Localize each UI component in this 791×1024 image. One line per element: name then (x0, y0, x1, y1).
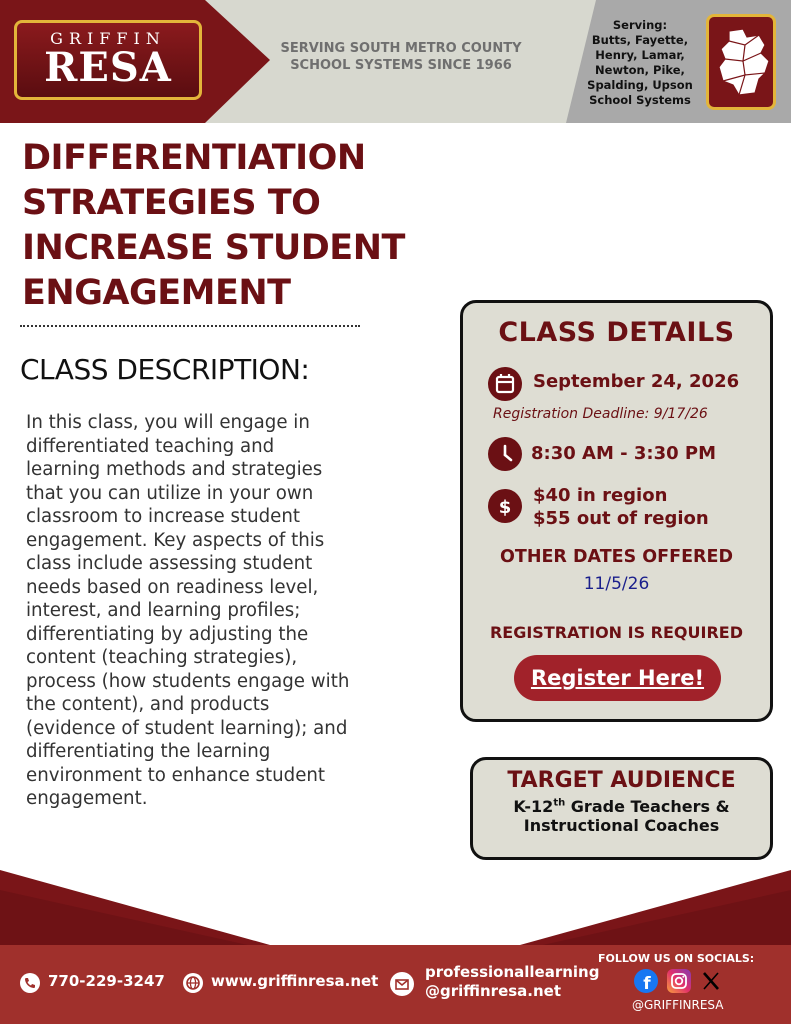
audience-grade: K-12 (513, 797, 554, 816)
class-time: 8:30 AM - 3:30 PM (531, 443, 717, 464)
email-line-1: professionallearning (425, 963, 600, 981)
target-audience-heading: TARGET AUDIENCE (507, 768, 736, 793)
phone-icon (20, 973, 40, 993)
page-title (22, 136, 472, 316)
email-icon (390, 972, 414, 996)
email-address[interactable] (425, 963, 599, 1001)
social-heading: FOLLOW US ON SOCIALS: (598, 952, 755, 965)
logo-top-text: GRIFFIN (50, 29, 166, 48)
county-map-icon (706, 14, 776, 110)
serving-counties (580, 18, 700, 108)
tagline-line-2: SCHOOL SYSTEMS SINCE 1966 (290, 58, 512, 73)
footer-wave (0, 870, 791, 950)
description-line: class include assessing student (26, 553, 313, 574)
class-details-panel (460, 300, 773, 722)
griffin-resa-logo[interactable] (14, 20, 202, 100)
globe-icon (183, 973, 203, 993)
description-line: needs based on readiness level, (26, 576, 319, 598)
description-line: differentiating by adjusting the (26, 623, 309, 645)
audience-line-2: Instructional Coaches (523, 816, 720, 835)
registration-deadline: Registration Deadline: 9/17/26 (493, 406, 708, 422)
serving-line: Serving: (612, 18, 668, 32)
title-line: ENGAGEMENT (22, 273, 291, 313)
svg-text:$: $ (498, 497, 512, 518)
description-line: (evidence of student learning); and (26, 717, 348, 739)
facebook-icon[interactable] (634, 969, 658, 993)
clock-icon (488, 437, 522, 471)
registration-required-notice: REGISTRATION IS REQUIRED (489, 623, 744, 642)
social-handle[interactable]: @GRIFFINRESA (632, 998, 724, 1012)
title-line: STRATEGIES TO (22, 183, 321, 223)
audience-line-1 (473, 797, 770, 816)
description-line: classroom to increase student (26, 506, 300, 527)
register-button[interactable]: Register Here! (514, 655, 721, 701)
county-map-shape (715, 27, 773, 99)
description-line: content (teaching strategies), (26, 647, 298, 668)
svg-text:f: f (643, 974, 651, 993)
target-audience-panel (470, 757, 773, 860)
email-line-2: @griffinresa.net (425, 982, 562, 1000)
footer (0, 945, 791, 1024)
description-line: differentiating the learning (26, 741, 271, 762)
description-line: that you can utilize in your own (26, 482, 314, 504)
audience-role: Grade Teachers & (565, 797, 730, 816)
dollar-icon (488, 489, 522, 523)
logo-main-text: RESA (44, 44, 172, 91)
website-link[interactable]: www.griffinresa.net (211, 972, 379, 990)
class-details-heading: CLASS DETAILS (498, 317, 735, 348)
serving-line: Newton, Pike, (595, 63, 685, 77)
description-heading: CLASS DESCRIPTION: (20, 353, 310, 386)
price-out-of-region: $55 out of region (533, 508, 709, 529)
calendar-icon (488, 367, 522, 401)
serving-line: Butts, Fayette, (591, 33, 689, 47)
description-line: engagement. Key aspects of this (26, 529, 325, 551)
description-line: differentiated teaching and (26, 435, 275, 457)
title-line: DIFFERENTIATION (22, 138, 366, 178)
phone-number[interactable]: 770-229-3247 (48, 972, 165, 990)
description-line: interest, and learning profiles; (26, 600, 301, 621)
header (0, 0, 791, 123)
title-line: INCREASE STUDENT (22, 228, 405, 268)
serving-line: Henry, Lamar, (595, 48, 685, 62)
audience-grade-suffix: th (553, 797, 566, 809)
description-line: process (how students engage with (26, 670, 350, 692)
instagram-icon[interactable] (667, 969, 691, 993)
title-divider (20, 325, 360, 327)
description-line: environment to enhance student (26, 764, 326, 786)
other-date[interactable]: 11/5/26 (583, 574, 650, 594)
description-line: In this class, you will engage in (26, 412, 310, 433)
description-line: the content), and products (26, 694, 270, 715)
description-line: learning methods and strategies (26, 459, 323, 480)
tagline-line-1: SERVING SOUTH METRO COUNTY (280, 41, 522, 56)
serving-line: Spalding, Upson (587, 78, 693, 92)
tagline (272, 40, 530, 74)
description-line: engagement. (26, 788, 148, 809)
other-dates-heading: OTHER DATES OFFERED (500, 547, 733, 567)
x-icon[interactable] (699, 969, 723, 993)
description-text (26, 411, 456, 811)
price-in-region: $40 in region (533, 485, 668, 506)
serving-line: School Systems (589, 93, 691, 107)
class-date: September 24, 2026 (533, 371, 740, 392)
